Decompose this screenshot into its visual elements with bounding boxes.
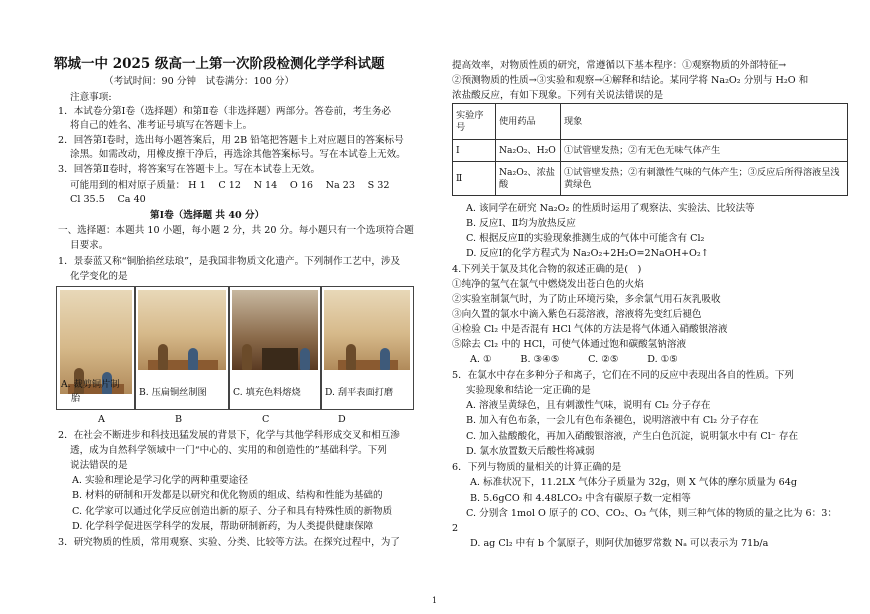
experiment-table — [452, 103, 848, 196]
option-line: D. 氯水放置数天后酸性将减弱 — [466, 446, 595, 457]
note-line: 2．回答第Ⅰ卷时，选出每小题答案后，用 2B 铅笔把答题卡上对应题目的答案标号 — [58, 135, 404, 146]
statement-line: ④检验 Cl₂ 中是否混有 HCl 气体的方法是将气体通入硝酸银溶液 — [452, 324, 728, 335]
craft-illustration — [138, 290, 226, 370]
table-header: 现象 — [561, 104, 848, 140]
question-4: 4.下列关于氯及其化合物的叙述正确的是( ) — [452, 264, 642, 275]
statement-line: ②实验室制氯气时，为了防止环境污染，多余氯气用石灰乳吸收 — [452, 294, 721, 305]
option-line: D. 反应Ⅰ的化学方程式为 Na₂O₂+2H₂O=2NaOH+O₂↑ — [466, 248, 709, 259]
option-line: B. 加入有色布条，一会儿有色布条褪色，说明溶液中有 Cl₂ 分子存在 — [466, 415, 759, 426]
statement-line: ③向久置的氯水中滴入紫色石蕊溶液，溶液将先变红后褪色 — [452, 309, 702, 320]
option-b-caption: B. 压扁铜丝制图 — [139, 387, 207, 398]
question-2: 透，成为自然科学领域中一门“中心的、实用的和创造性的”基础科学。下列 — [70, 445, 387, 456]
section-intro: 目要求。 — [70, 240, 109, 251]
page-number: 1 — [432, 596, 438, 605]
option-line: B. 材料的研制和开发都是以研究和优化物质的组成、结构和性能为基础的 — [72, 490, 383, 501]
question-1: 1．景泰蓝又称“铜胎掐丝珐琅”，是我国非物质文化遗产。下列制作工艺中，涉及 — [58, 256, 401, 267]
section-intro: 一、选择题：本题共 10 小题，每小题 2 分，共 20 分。每小题只有一个选项符合题 — [58, 225, 414, 236]
option-a-image-cell — [56, 286, 136, 410]
question-3: 提高效率，对物质性质的研究，常遵循以下基本程序：①观察物质的外部特征→ — [452, 60, 787, 71]
craft-illustration — [232, 290, 318, 370]
question-3: ②预测物质的性质→③实验和观察→④解释和结论。某同学将 Na₂O₂ 分别与 H₂O 和 — [452, 75, 809, 86]
option-line: A. 溶液呈黄绿色，且有刺激性气味，说明有 Cl₂ 分子存在 — [466, 400, 711, 411]
question-5: 实验现象和结论一定正确的是 — [466, 385, 591, 396]
answer-choice: A — [98, 414, 105, 425]
note-line: 1．本试卷分第Ⅰ卷（选择题）和第Ⅱ卷（非选择题）两部分。答卷前，考生务必 — [58, 106, 392, 117]
table-cell: Na₂O₂、H₂O — [496, 140, 561, 162]
option-c-caption: C. 填充色料熔烧 — [233, 387, 301, 398]
answer-choice: B — [175, 414, 183, 425]
section-heading: 第Ⅰ卷（选择题 共 40 分） — [150, 210, 265, 221]
exam-info: （考试时间：90 分钟 试卷满分：100 分） — [104, 76, 295, 87]
option-line: 2 — [452, 523, 459, 534]
option-line: C. 加入盐酸酸化，再加入硝酸银溶液，产生白色沉淀，说明氯水中有 Cl⁻ 存在 — [466, 431, 799, 442]
statement-line: ①纯净的氢气在氯气中燃烧发出苍白色的火焰 — [452, 279, 644, 290]
question-1: 化学变化的是 — [70, 271, 128, 282]
question-3: 3．研究物质的性质，常用观察、实验、分类、比较等方法。在探究过程中，为了 — [58, 537, 400, 548]
question-6: 6．下列与物质的量相关的计算正确的是 — [452, 462, 622, 473]
table-cell: Na₂O₂、浓盐酸 — [496, 162, 561, 196]
option-line: B. 反应Ⅰ、Ⅱ均为放热反应 — [466, 218, 576, 229]
question-3: 浓盐酸反应，有如下现象。下列有关说法错误的是 — [452, 90, 664, 101]
table-cell: Ⅱ — [453, 162, 496, 196]
option-c-image-cell — [228, 286, 322, 410]
question-2: 2．在社会不断进步和科技迅猛发展的背景下，化学与其他学科形成交叉和相互渗 — [58, 430, 400, 441]
table-cell: ①试管壁发热；②有刺激性气味的气体产生；③反应后所得溶液呈浅黄绿色 — [561, 162, 848, 196]
note-line: 将自己的姓名、准考证号填写在答题卡上。 — [70, 120, 253, 131]
option-line: C. 根据反应Ⅱ的实验现象推测生成的气体中可能含有 Cl₂ — [466, 233, 705, 244]
note-line: 3．回答第Ⅱ卷时，将答案写在答题卡上。写在本试卷上无效。 — [58, 164, 321, 175]
option-line: C. 分别含 1mol O 原子的 CO、CO₂、O₃ 气体，则三种气体的物质的量之比为 6：3： — [466, 508, 837, 519]
note-line: 涂黑。如需改动，用橡皮擦干净后，再选涂其他答案标号。写在本试卷上无效。 — [70, 149, 406, 160]
option-line: B. 5.6gCO 和 4.48LCO₂ 中含有碳原子数一定相等 — [470, 493, 691, 504]
notes-heading: 注意事项: — [70, 92, 112, 103]
option-line: D. 化学科学促进医学科学的发展，帮助研制新药，为人类提供健康保障 — [72, 521, 374, 532]
option-d-image-cell — [320, 286, 414, 410]
option-line: A. 标准状况下，11.2LX 气体分子质量为 32g，则 X 气体的摩尔质量为 64g — [470, 477, 798, 488]
option-line: A. 实验和理论是学习化学的两种重要途径 — [72, 475, 249, 486]
page-title: 郓城一中 2025 级高一上第一次阶段检测化学学科试题 — [54, 56, 385, 72]
option-line: D. ag Cl₂ 中有 b 个氯原子，则阿伏加德罗常数 Nₐ 可以表示为 71b/a — [470, 538, 769, 549]
table-cell: ①试管壁发热；②有无色无味气体产生 — [561, 140, 848, 162]
table-header: 使用药品 — [496, 104, 561, 140]
option-line: C. 化学家可以通过化学反应创造出新的原子、分子和具有特殊性质的新物质 — [72, 506, 393, 517]
answer-choice: D — [338, 414, 346, 425]
question-5: 5．在氯水中存在多种分子和离子，它们在不同的反应中表现出各自的性质。下列 — [452, 370, 794, 381]
table-header: 实验序号 — [453, 104, 496, 140]
atomic-masses: 可能用到的相对原子质量： H 1 C 12 N 14 O 16 Na 23 S 32 — [70, 180, 390, 191]
atomic-masses: Cl 35.5 Ca 40 — [70, 194, 146, 205]
statement-line: ⑤除去 Cl₂ 中的 HCl，可使气体通过饱和碳酸氢钠溶液 — [452, 339, 687, 350]
option-a-caption: 胎 — [71, 393, 81, 404]
question-2: 说法错误的是 — [70, 460, 128, 471]
craft-illustration — [324, 290, 410, 370]
answer-choice: C — [262, 414, 270, 425]
option-d-caption: D. 刮平表面打磨 — [325, 387, 394, 398]
option-line: A. ① B. ③④⑤ C. ②⑤ D. ①⑤ — [470, 354, 678, 365]
option-a-caption: A. 裁剪铜片制 — [61, 379, 120, 390]
option-b-image-cell — [134, 286, 230, 410]
table-cell: Ⅰ — [453, 140, 496, 162]
option-line: A. 该同学在研究 Na₂O₂ 的性质时运用了观察法、实验法、比较法等 — [466, 203, 755, 214]
